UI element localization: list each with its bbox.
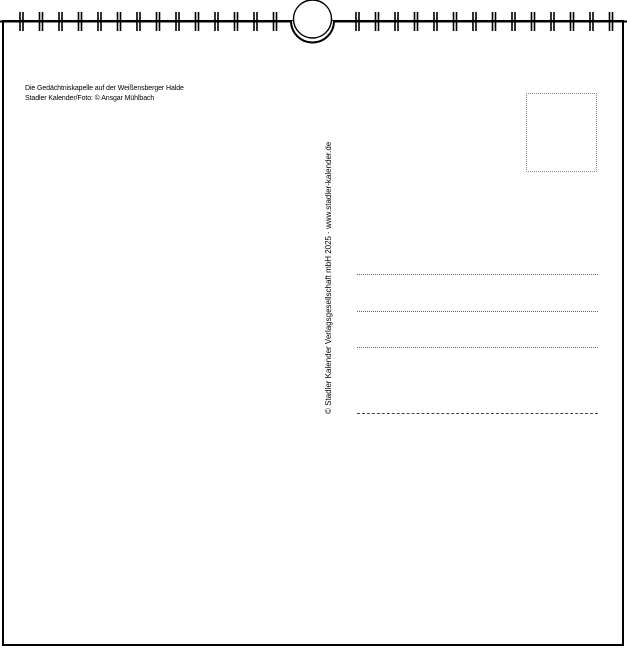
spiral-binding (0, 0, 627, 45)
address-line (357, 413, 598, 414)
caption-title: Die Gedächtniskapelle auf der Weißensberger Halde (25, 85, 184, 92)
address-line (357, 347, 598, 348)
address-line (357, 311, 598, 312)
stamp-box (526, 93, 597, 172)
photo-caption (25, 84, 184, 104)
hanger-hole (294, 0, 332, 38)
copyright-notice: © Stadler Kalender Verlagsgesellschaft mbH 2025 · www.stadler-kalender.de (324, 141, 333, 414)
address-line (357, 274, 598, 275)
caption-credit: Stadler Kalender/Foto: © Ansgar Mühlbach (25, 95, 155, 102)
